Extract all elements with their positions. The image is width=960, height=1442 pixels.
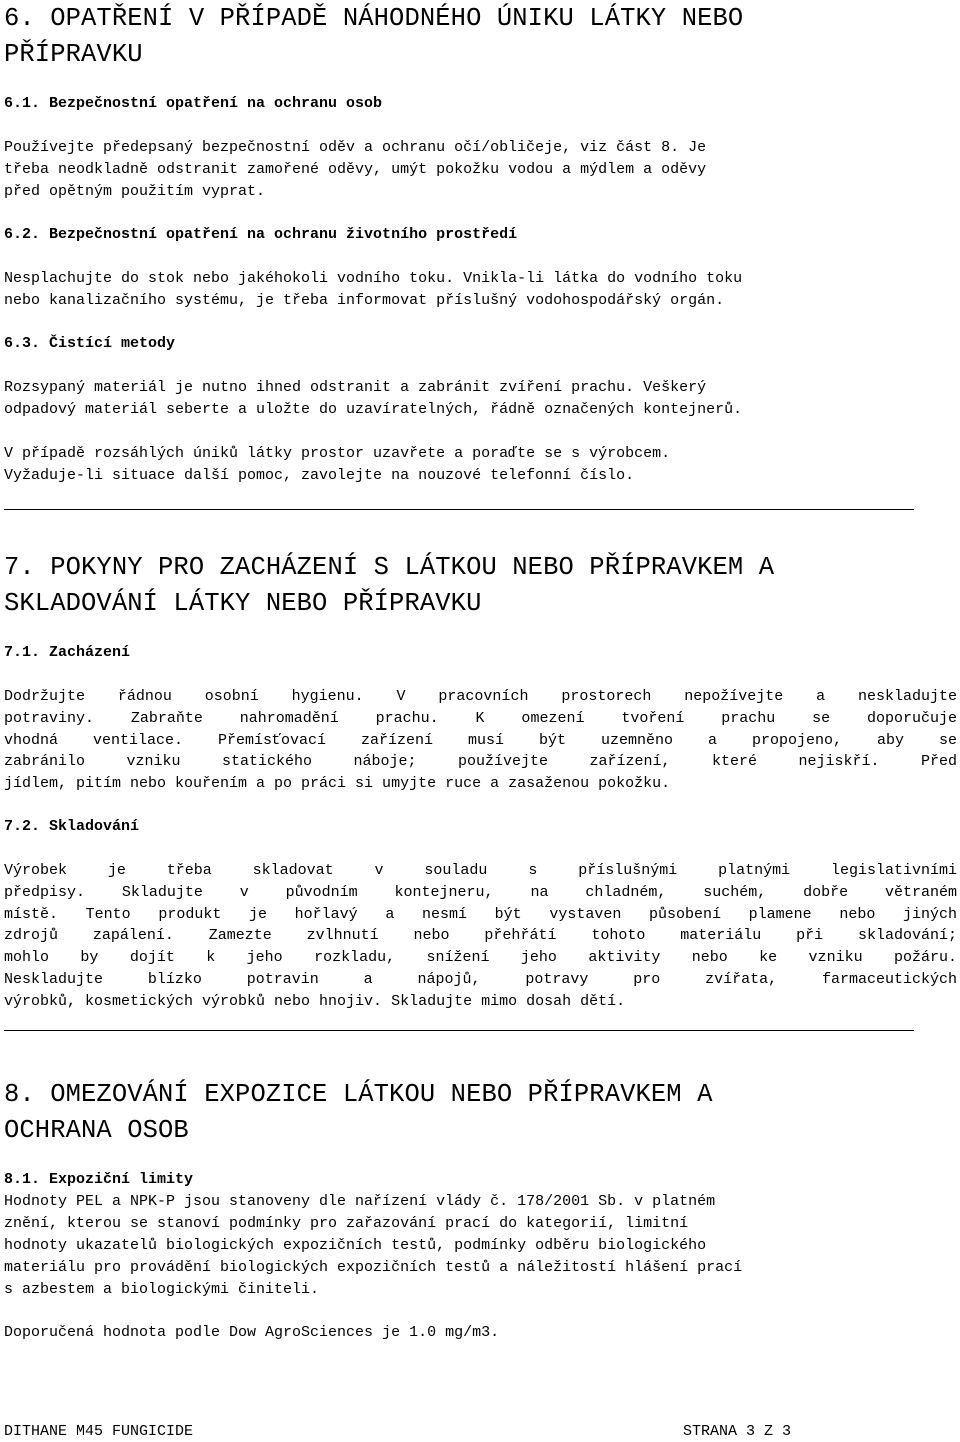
section-7-1-paragraph (4, 686, 957, 795)
section-8-1-line3: hodnoty ukazatelů biologických expozičních testů, podmínky odběru biologického (4, 1237, 707, 1254)
section-8-title-line1: 8. OMEZOVÁNÍ EXPOZICE LÁTKOU NEBO PŘÍPRAVKEM A (4, 1080, 713, 1109)
section-6-2-heading: 6.2. Bezpečnostní opatření na ochranu životního prostředí (4, 226, 518, 243)
section-7-2-line4: zdrojů zapálení. Zamezte zvlhnutí nebo přehřátí tohoto materiálu při skladování; (4, 927, 957, 945)
section-7-2-line5: mohlo by dojít k jeho rozkladu, snížení jeho aktivity nebo ke vzniku požáru. (4, 949, 957, 967)
section-6-title-line1: 6. OPATŘENÍ V PŘÍPADĚ NÁHODNÉHO ÚNIKU LÁTKY NEBO (4, 4, 744, 33)
section-8-1-line2: znění, kterou se stanoví podmínky pro zařazování prací do kategorií, limitní (4, 1215, 689, 1232)
section-6-title-line2: PŘÍPRAVKU (4, 40, 143, 69)
section-7-2-line2: předpisy. Skladujte v původním kontejneru, na chladném, suchém, dobře větraném (4, 883, 957, 901)
section-7-1-line4: zabránilo vzniku statického náboje; používejte zařízení, které nejiskří. Před (4, 753, 957, 771)
section-7-2-line6: Neskladujte blízko potravin a nápojů, potravy pro zvířata, farmaceutických (4, 970, 957, 988)
section-7-1-line2: potraviny. Zabraňte nahromadění prachu. K omezení tvoření prachu se doporučuje (4, 709, 957, 727)
section-8-1-note: Doporučená hodnota podle Dow AgroSciences je 1.0 mg/m3. (4, 1324, 500, 1341)
section-6-1-heading: 6.1. Bezpečnostní opatření na ochranu osob (4, 95, 383, 112)
section-7-title-line1: 7. POKYNY PRO ZACHÁZENÍ S LÁTKOU NEBO PŘÍPRAVKEM A (4, 553, 775, 582)
section-6-3-line4: Vyžaduje-li situace další pomoc, zavolejte na nouzové telefonní číslo. (4, 467, 635, 484)
footer-product-name: DITHANE M45 FUNGICIDE (4, 1423, 194, 1440)
section-6-3-line3: V případě rozsáhlých úniků látky prostor uzavřete a poraďte se s výrobcem. (4, 445, 671, 462)
section-divider (4, 1030, 914, 1031)
section-8-1-heading: 8.1. Expoziční limity (4, 1171, 194, 1188)
section-8-title-line2: OCHRANA OSOB (4, 1116, 189, 1145)
section-7-1-line3: vhodná ventilace. Přemísťovací zařízení musí být uzemněno a propojeno, aby se (4, 731, 957, 749)
section-7-2-line1: Výrobek je třeba skladovat v souladu s příslušnými platnými legislativními (4, 862, 957, 879)
section-7-1-line1: Dodržujte řádnou osobní hygienu. V pracovních prostorech nepožívejte a neskladujte (4, 688, 957, 705)
section-6-3-line2: odpadový materiál seberte a uložte do uzavíratelných, řádně označených kontejnerů. (4, 401, 743, 418)
section-6-1-line1: Používejte předepsaný bezpečnostní oděv a ochranu očí/obličeje, viz část 8. Je (4, 139, 707, 156)
section-8-1-line5: s azbestem a biologickými činiteli. (4, 1281, 320, 1298)
section-6-1-line3: před opětným použitím vyprat. (4, 183, 266, 200)
section-7-1-heading: 7.1. Zacházení (4, 644, 131, 661)
section-7-2-line3: místě. Tento produkt je hořlavý a nesmí být vystaven působení plamene nebo jiných (4, 905, 957, 923)
section-divider (4, 509, 914, 510)
section-6-2-line2: nebo kanalizačního systému, je třeba informovat příslušný vodohospodářský orgán. (4, 292, 725, 309)
section-8-1-line1: Hodnoty PEL a NPK-P jsou stanoveny dle nařízení vlády č. 178/2001 Sb. v platném (4, 1193, 716, 1210)
section-7-2-paragraph (4, 860, 957, 1013)
section-6-3-heading: 6.3. Čistící metody (4, 335, 176, 352)
section-6-3-line1: Rozsypaný materiál je nutno ihned odstranit a zabránit zvíření prachu. Veškerý (4, 379, 707, 396)
section-8-1-line4: materiálu pro provádění biologických expozičních testů a náležitostí hlášení prací (4, 1259, 743, 1276)
footer-page-number: STRANA 3 Z 3 (683, 1423, 792, 1440)
section-7-2-line7: výrobků, kosmetických výrobků nebo hnojiv. Skladujte mimo dosah dětí. (4, 992, 626, 1010)
section-7-2-heading: 7.2. Skladování (4, 818, 140, 835)
section-6-1-line2: třeba neodkladně odstranit zamořené oděvy, umýt pokožku vodou a mýdlem a oděvy (4, 161, 707, 178)
section-7-title-line2: SKLADOVÁNÍ LÁTKY NEBO PŘÍPRAVKU (4, 589, 482, 618)
section-6-2-line1: Nesplachujte do stok nebo jakéhokoli vodního toku. Vnikla-li látka do vodního toku (4, 270, 743, 287)
section-7-1-line5: jídlem, pitím nebo kouřením a po práci si umyjte ruce a zasaženou pokožku. (4, 775, 671, 793)
